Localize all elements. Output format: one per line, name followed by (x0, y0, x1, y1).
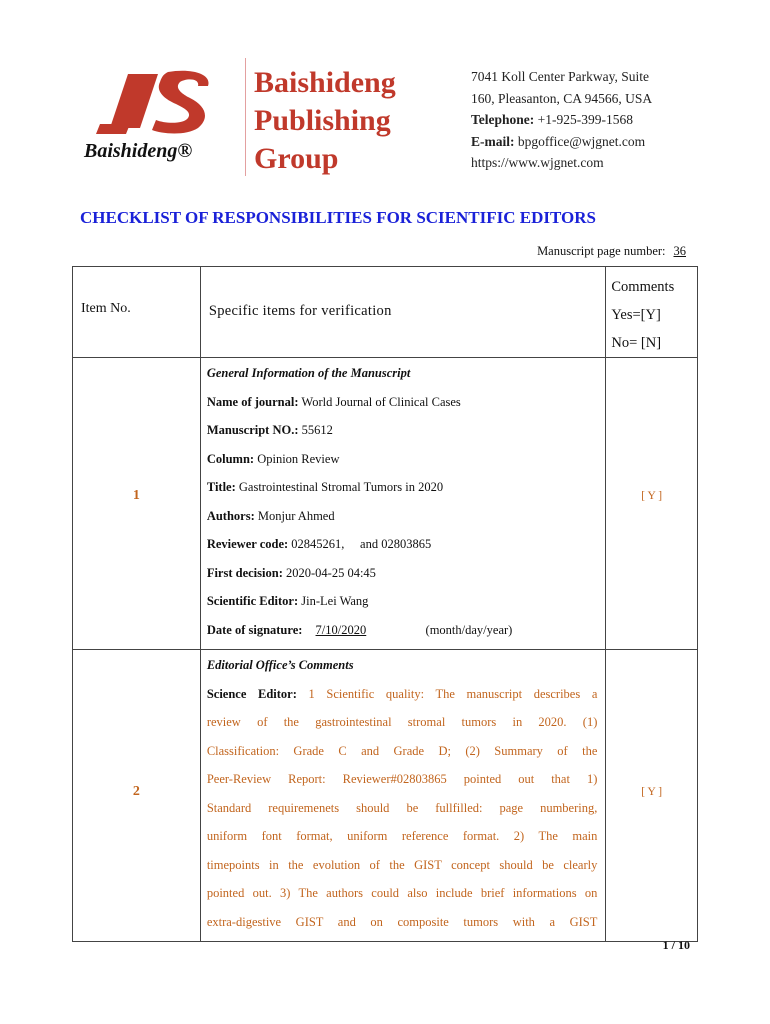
telephone (471, 109, 652, 131)
header-no: No= [N] (611, 335, 662, 351)
authors-value: Monjur Ahmed (257, 508, 335, 523)
authors-label: Authors: (206, 508, 255, 523)
brand-line-2: Publishing (254, 104, 391, 137)
comment-line-9: extra-digestive GIST and on composite tumors with a GIST (206, 914, 598, 929)
page-footer-number: 1 / 10 (662, 938, 690, 952)
header-item-no: Item No. (81, 301, 131, 316)
website-link[interactable]: https://www.wjgnet.com (471, 155, 604, 170)
general-info-block (201, 358, 606, 649)
item-number-2: 2 (132, 784, 140, 799)
editorial-comments-block (201, 650, 606, 941)
header-specific-items: Specific items for verification (208, 303, 392, 319)
title-value: Gastrointestinal Stromal Tumors in 2020 (238, 480, 444, 494)
header-yes: Yes=[Y] (611, 307, 661, 323)
header-comments-label: Comments (611, 279, 675, 295)
brand-line-1: Baishideng (254, 66, 396, 99)
brand-line-3: Group (254, 142, 339, 175)
scientific-editor-value: Jin-Lei Wang (301, 594, 369, 608)
email-label: E-mail: (471, 133, 515, 149)
comment-line-6: uniform font format, uniform reference format. 2) The main (206, 829, 598, 843)
first-decision-value: 2020-04-25 04:45 (286, 565, 376, 580)
brand-name (254, 64, 396, 178)
email-value[interactable]: bpgoffice@wjgnet.com (517, 133, 646, 149)
comment-line-2: review of the gastrointestinal stromal tumors in 2020. (1) (206, 715, 598, 729)
table-row (73, 650, 698, 942)
table-header-row (73, 267, 698, 358)
comment-line-4: Peer-Review Report: Reviewer#02803865 pointed out that 1) (206, 772, 598, 786)
email (471, 131, 652, 153)
logo-wordmark: Baishideng® (84, 140, 193, 162)
signature-date-label: Date of signature: (206, 622, 303, 637)
reviewer-code-value: 02845261, and 02803865 (291, 537, 432, 551)
science-editor-label: Science Editor: (206, 686, 297, 701)
telephone-value: +1-925-399-1568 (537, 112, 633, 127)
column-label: Column: (206, 451, 255, 466)
header-comments (606, 267, 697, 357)
checklist-table (72, 266, 698, 942)
logo-divider (245, 58, 246, 176)
comment-line-1: 1 Scientific quality: The manuscript describes a (308, 686, 598, 701)
title-label: Title: (206, 480, 236, 494)
signature-date-format: (month/day/year) (425, 622, 513, 637)
page-number-value: 36 (673, 244, 686, 258)
address-line-1: 7041 Koll Center Parkway, Suite (471, 69, 649, 84)
reviewer-code-label: Reviewer code: (206, 537, 289, 551)
manuscript-page-number (537, 244, 690, 259)
comment-line-7: timepoints in the evolution of the GIST concept should be clearly (206, 857, 598, 872)
answer-row-2: [ Y ] (641, 786, 663, 798)
table-row (73, 358, 698, 650)
manuscript-no-value: 55612 (301, 423, 333, 437)
column-value: Opinion Review (257, 451, 340, 466)
journal-value: World Journal of Clinical Cases (301, 394, 461, 409)
item-number-1: 1 (132, 488, 140, 503)
document-title: CHECKLIST OF RESPONSIBILITIES FOR SCIENTIFIC EDITORS (80, 208, 596, 227)
manuscript-no-label: Manuscript NO.: (206, 423, 299, 437)
page-number-label: Manuscript page number: (537, 244, 666, 258)
telephone-label: Telephone: (471, 112, 535, 127)
comment-line-3: Classification: Grade C and Grade D; (2) Summary of the (206, 743, 598, 758)
contact-block (471, 66, 652, 174)
answer-row-1: [ Y ] (641, 490, 663, 502)
journal-label: Name of journal: (206, 394, 299, 409)
comment-line-5: Standard requiremenets should be fullfilled: page numbering, (206, 800, 598, 815)
address-line-2: 160, Pleasanton, CA 94566, USA (471, 90, 653, 106)
scientific-editor-label: Scientific Editor: (206, 594, 299, 608)
section-heading-editorial: Editorial Office’s Comments (206, 658, 354, 672)
section-heading-general: General Information of the Manuscript (206, 366, 411, 380)
first-decision-label: First decision: (206, 565, 283, 580)
baishideng-logo (80, 66, 245, 176)
comment-line-8: pointed out. 3) The authors could also include brief informations on (206, 886, 598, 900)
signature-date-value: 7/10/2020 (315, 622, 367, 637)
